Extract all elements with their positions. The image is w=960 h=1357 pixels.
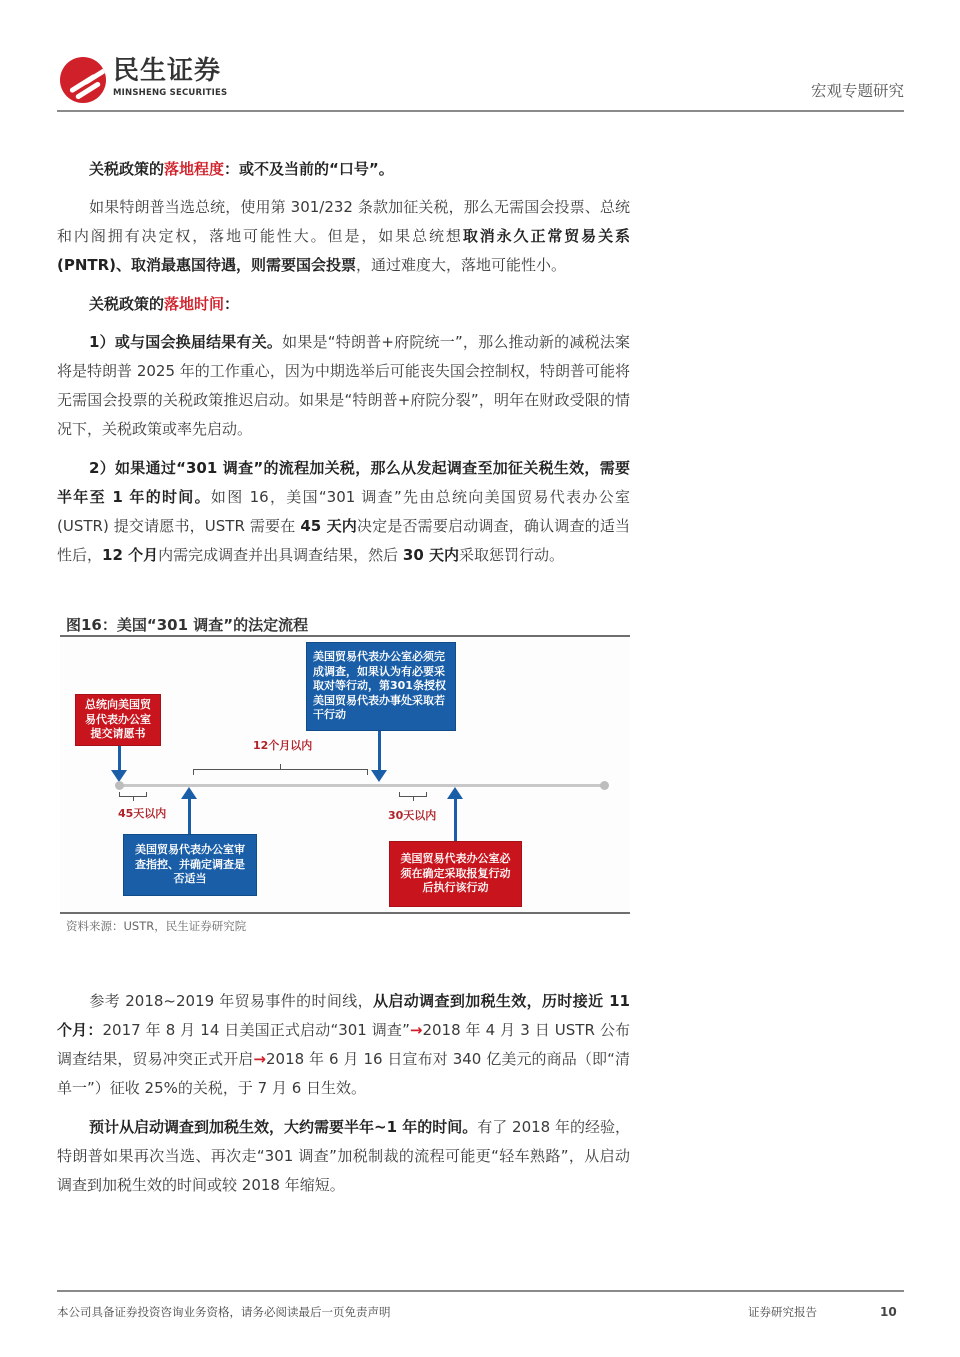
footer-divider [57, 1290, 904, 1292]
heading-landing-degree: 关税政策的落地程度：或不及当前的“口号”。 [89, 160, 394, 178]
header-divider [57, 110, 904, 112]
label-30-days: 30天以内 [388, 809, 437, 822]
highlight-text: 落地时间 [164, 295, 225, 313]
label-12-months: 12个月以内 [253, 739, 313, 752]
brace-tick [133, 797, 134, 801]
report-section-label: 宏观专题研究 [810, 82, 904, 100]
footer-report-type: 证券研究报告 [748, 1305, 817, 1319]
brace-tick [413, 797, 414, 801]
paragraph-congress: 1）或与国会换届结果有关。如果是“特朗普+府院统一”，那么推动新的减税法案将是特朗普 2025 年的工作重心，因为中期选举后可能丧失国会控制权，特朗普可能将无需国会投票的关税政策推迟启动。如果是“特朗普+府院分裂”，明年在财政受限的情况下，关税政策或率先启动。 [57, 333, 630, 438]
red-arrow-icon: → [253, 1050, 266, 1068]
connector-line [118, 746, 121, 772]
logo-english-name: MINSHENG SECURITIES [113, 88, 228, 98]
brace-12-months [193, 769, 368, 775]
paragraph-landing-degree: 如果特朗普当选总统，使用第 301/232 条款加征关税，那么无需国会投票、总统和内阁拥有决定权，落地可能性大。但是，如果总统想取消永久正常贸易关系 (PNTR)、取消最惠国待遇，则需要国会投票，通过难度大，落地可能性小。 [57, 198, 630, 274]
logo-chinese-name: 民生证券 [113, 56, 222, 86]
arrow-down-icon [371, 770, 387, 782]
box-review-allegations: 美国贸易代表办公室审查指控、并确定调查是否适当 [123, 834, 257, 896]
timeline-end-dot [600, 781, 609, 790]
page-number: 10 [880, 1305, 897, 1319]
box-execute-action: 美国贸易代表办公室必须在确定采取报复行动后执行该行动 [389, 841, 522, 907]
figure-bottom-rule [60, 912, 630, 914]
minsheng-logo-icon [60, 57, 106, 103]
connector-line [454, 798, 457, 841]
footer-disclaimer: 本公司具备证券投资咨询业务资格，请务必阅读最后一页免责声明 [57, 1305, 391, 1319]
highlight-text: 落地程度 [164, 160, 225, 178]
paragraph-2018-timeline: 参考 2018~2019 年贸易事件的时间线，从启动调查到加税生效，历时接近 11 个月：2017 年 8 月 14 日美国正式启动“301 调查”→2018 年 4 月 3 日 USTR 公布调查结果，贸易冲突正式开启→2018 年 6 月 16 日宣布对 340 亿美元的商品（即“清单一”）征收 25%的关税，于 7 月 6 日生效。 [57, 992, 630, 1097]
page-header [57, 55, 904, 111]
box-complete-investigation: 美国贸易代表办公室必须完成调查，如果认为有必要采取对等行动，第301条授权美国贸易代表办事处采取若干行动 [306, 642, 456, 731]
flowchart-301-process [60, 637, 630, 912]
red-arrow-icon: → [409, 1021, 423, 1039]
paragraph-forecast: 预计从启动调查到加税生效，大约需要半年~1 年的时间。有了 2018 年的经验，特朗普如果再次当选、再次走“301 调查”加税制裁的流程可能更“轻车熟路”，从启动调查到加税生效的时间或较 2018 年缩短。 [57, 1118, 631, 1194]
figure-title: 图16：美国“301 调查”的法定流程 [66, 616, 309, 634]
figure-source: 资料来源：USTR，民生证券研究院 [66, 919, 247, 933]
box-petition: 总统向美国贸易代表办公室提交请愿书 [75, 694, 161, 746]
connector-line [378, 731, 381, 771]
label-45-days: 45天以内 [118, 807, 167, 820]
brace-tick [280, 764, 281, 769]
connector-line [188, 798, 191, 834]
paragraph-301-process: 2）如果通过“301 调查”的流程加关税，那么从发起调查至加征关税生效，需要半年至 1 年的时间。如图 16，美国“301 调查”先由总统向美国贸易代表办公室 (USTR) 提交请愿书，USTR 需要在 45 天内决定是否需要启动调查，确认调查的适当性后，12 个月内需完成调查并出具调查结果，然后 30 天内采取惩罚行动。 [57, 459, 630, 564]
heading-landing-time: 关税政策的落地时间： [89, 295, 240, 313]
timeline-start-dot [115, 781, 124, 790]
